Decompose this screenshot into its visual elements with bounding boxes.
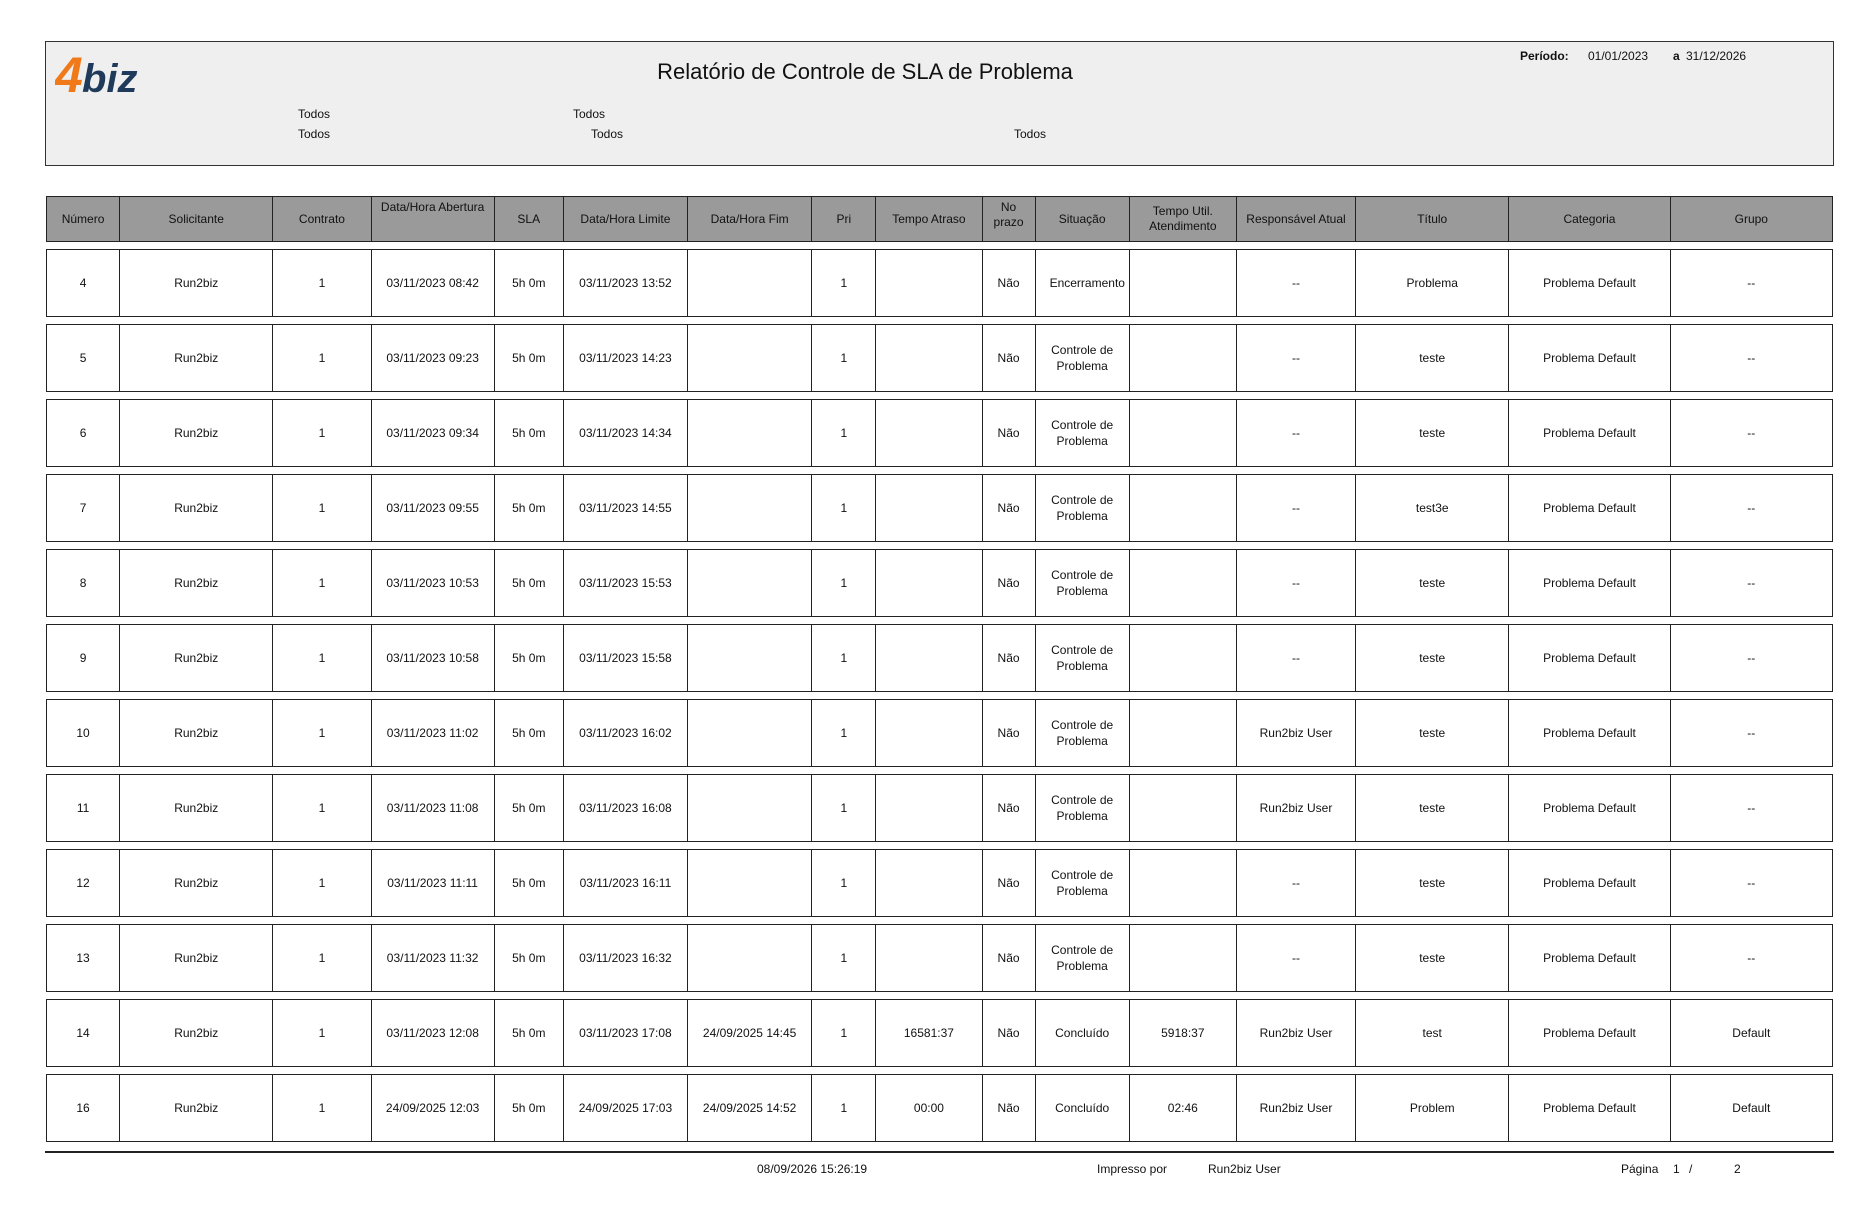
- cell-categoria: Problema Default: [1508, 999, 1669, 1067]
- cell-numero: 13: [46, 924, 119, 992]
- cell-contrato: 1: [272, 1074, 370, 1142]
- column-header-situacao: Situação: [1035, 196, 1129, 242]
- cell-data-limite: 24/09/2025 17:03: [563, 1074, 687, 1142]
- cell-data-limite: 03/11/2023 14:34: [563, 399, 687, 467]
- cell-data-fim: [687, 699, 811, 767]
- cell-contrato: 1: [272, 999, 370, 1067]
- cell-responsavel: --: [1236, 399, 1355, 467]
- cell-tempo-atraso: [875, 624, 981, 692]
- cell-contrato: 1: [272, 849, 370, 917]
- cell-data-abertura: 03/11/2023 11:08: [371, 774, 494, 842]
- filter-value: Todos: [298, 127, 331, 141]
- cell-situacao: Controle de Problema: [1035, 474, 1129, 542]
- cell-situacao: Concluído: [1035, 999, 1129, 1067]
- cell-numero: 10: [46, 699, 119, 767]
- column-header-data-fim: Data/Hora Fim: [687, 196, 811, 242]
- svg-text:biz: biz: [82, 57, 138, 101]
- cell-responsavel: --: [1236, 324, 1355, 392]
- cell-situacao: Controle de Problema: [1035, 399, 1129, 467]
- cell-contrato: 1: [272, 699, 370, 767]
- cell-solicitante: Run2biz: [119, 924, 272, 992]
- cell-contrato: 1: [272, 399, 370, 467]
- cell-sla: 5h 0m: [494, 1074, 563, 1142]
- cell-sla: 5h 0m: [494, 699, 563, 767]
- cell-data-limite: 03/11/2023 13:52: [563, 249, 687, 317]
- cell-titulo: test: [1355, 999, 1508, 1067]
- cell-sla: 5h 0m: [494, 474, 563, 542]
- cell-categoria: Problema Default: [1508, 324, 1669, 392]
- cell-titulo: teste: [1355, 774, 1508, 842]
- cell-no-prazo: Não: [982, 849, 1035, 917]
- cell-sla: 5h 0m: [494, 624, 563, 692]
- filter-value: Todos: [591, 127, 624, 141]
- cell-categoria: Problema Default: [1508, 849, 1669, 917]
- cell-numero: 6: [46, 399, 119, 467]
- table-row: [46, 924, 1833, 992]
- table-body: [46, 249, 1833, 1142]
- cell-titulo: teste: [1355, 849, 1508, 917]
- cell-grupo: --: [1670, 924, 1833, 992]
- cell-no-prazo: Não: [982, 249, 1035, 317]
- cell-pri: 1: [811, 1074, 875, 1142]
- cell-no-prazo: Não: [982, 624, 1035, 692]
- cell-data-limite: 03/11/2023 15:53: [563, 549, 687, 617]
- column-header-data-abertura: Data/Hora Abertura: [371, 196, 494, 242]
- cell-solicitante: Run2biz: [119, 849, 272, 917]
- cell-categoria: Problema Default: [1508, 249, 1669, 317]
- cell-sla: 5h 0m: [494, 849, 563, 917]
- cell-data-abertura: 03/11/2023 12:08: [371, 999, 494, 1067]
- cell-pri: 1: [811, 999, 875, 1067]
- cell-situacao: Controle de Problema: [1035, 624, 1129, 692]
- cell-solicitante: Run2biz: [119, 399, 272, 467]
- cell-titulo: teste: [1355, 549, 1508, 617]
- column-header-no-prazo: No prazo: [982, 196, 1035, 242]
- cell-data-fim: [687, 549, 811, 617]
- column-header-categoria: Categoria: [1508, 196, 1669, 242]
- sla-table: [46, 189, 1833, 1149]
- cell-solicitante: Run2biz: [119, 1074, 272, 1142]
- cell-contrato: 1: [272, 624, 370, 692]
- cell-grupo: --: [1670, 249, 1833, 317]
- cell-categoria: Problema Default: [1508, 924, 1669, 992]
- cell-numero: 9: [46, 624, 119, 692]
- cell-tempo-atraso: [875, 549, 981, 617]
- cell-numero: 5: [46, 324, 119, 392]
- table-row: [46, 624, 1833, 692]
- column-header-numero: Número: [46, 196, 119, 242]
- column-header-sla: SLA: [494, 196, 563, 242]
- column-header-pri: Pri: [811, 196, 875, 242]
- cell-responsavel: --: [1236, 474, 1355, 542]
- cell-responsavel: Run2biz User: [1236, 1074, 1355, 1142]
- cell-categoria: Problema Default: [1508, 624, 1669, 692]
- cell-sla: 5h 0m: [494, 999, 563, 1067]
- cell-no-prazo: Não: [982, 924, 1035, 992]
- cell-data-abertura: 24/09/2025 12:03: [371, 1074, 494, 1142]
- cell-no-prazo: Não: [982, 549, 1035, 617]
- cell-tempo-util: 02:46: [1129, 1074, 1236, 1142]
- cell-situacao: Controle de Problema: [1035, 699, 1129, 767]
- cell-sla: 5h 0m: [494, 249, 563, 317]
- filter-value: Todos: [1014, 127, 1047, 141]
- cell-pri: 1: [811, 924, 875, 992]
- cell-situacao: Concluído: [1035, 1074, 1129, 1142]
- table-row: [46, 699, 1833, 767]
- table-row: [46, 474, 1833, 542]
- cell-data-abertura: 03/11/2023 10:58: [371, 624, 494, 692]
- cell-data-limite: 03/11/2023 17:08: [563, 999, 687, 1067]
- filter-value: Todos: [298, 107, 331, 121]
- cell-solicitante: Run2biz: [119, 624, 272, 692]
- cell-grupo: --: [1670, 624, 1833, 692]
- table-row: [46, 999, 1833, 1067]
- cell-situacao: Controle de Problema: [1035, 924, 1129, 992]
- cell-numero: 12: [46, 849, 119, 917]
- table-header-row: [46, 196, 1833, 242]
- cell-data-abertura: 03/11/2023 11:32: [371, 924, 494, 992]
- cell-data-limite: 03/11/2023 15:58: [563, 624, 687, 692]
- cell-pri: 1: [811, 249, 875, 317]
- cell-contrato: 1: [272, 774, 370, 842]
- cell-pri: 1: [811, 399, 875, 467]
- column-header-titulo: Título: [1355, 196, 1508, 242]
- cell-categoria: Problema Default: [1508, 699, 1669, 767]
- cell-tempo-util: [1129, 774, 1236, 842]
- cell-solicitante: Run2biz: [119, 999, 272, 1067]
- cell-data-limite: 03/11/2023 16:32: [563, 924, 687, 992]
- cell-data-limite: 03/11/2023 16:11: [563, 849, 687, 917]
- cell-tempo-util: [1129, 549, 1236, 617]
- cell-tempo-util: [1129, 399, 1236, 467]
- printed-at: 08/09/2026 15:26:19: [757, 1162, 868, 1176]
- cell-pri: 1: [811, 549, 875, 617]
- cell-situacao: Controle de Problema: [1035, 774, 1129, 842]
- cell-categoria: Problema Default: [1508, 549, 1669, 617]
- cell-numero: 16: [46, 1074, 119, 1142]
- cell-data-fim: 24/09/2025 14:52: [687, 1074, 811, 1142]
- page-current: 1: [1673, 1162, 1680, 1176]
- cell-solicitante: Run2biz: [119, 774, 272, 842]
- cell-contrato: 1: [272, 324, 370, 392]
- cell-tempo-util: [1129, 699, 1236, 767]
- company-logo: [55, 48, 145, 104]
- cell-titulo: teste: [1355, 399, 1508, 467]
- period-end: 31/12/2026: [1686, 49, 1747, 63]
- cell-no-prazo: Não: [982, 774, 1035, 842]
- cell-tempo-atraso: [875, 924, 981, 992]
- cell-categoria: Problema Default: [1508, 399, 1669, 467]
- cell-numero: 7: [46, 474, 119, 542]
- cell-no-prazo: Não: [982, 399, 1035, 467]
- cell-data-limite: 03/11/2023 16:08: [563, 774, 687, 842]
- cell-tempo-atraso: [875, 399, 981, 467]
- printed-by-label: Impresso por: [1097, 1162, 1168, 1176]
- table-row: [46, 249, 1833, 317]
- cell-grupo: --: [1670, 849, 1833, 917]
- cell-sla: 5h 0m: [494, 924, 563, 992]
- cell-tempo-util: [1129, 624, 1236, 692]
- cell-responsavel: --: [1236, 249, 1355, 317]
- cell-tempo-util: 5918:37: [1129, 999, 1236, 1067]
- cell-solicitante: Run2biz: [119, 324, 272, 392]
- cell-sla: 5h 0m: [494, 549, 563, 617]
- period-start: 01/01/2023: [1588, 49, 1649, 63]
- table-row: [46, 399, 1833, 467]
- cell-data-abertura: 03/11/2023 09:34: [371, 399, 494, 467]
- cell-titulo: test3e: [1355, 474, 1508, 542]
- cell-pri: 1: [811, 474, 875, 542]
- cell-solicitante: Run2biz: [119, 249, 272, 317]
- cell-solicitante: Run2biz: [119, 474, 272, 542]
- period-separator: a: [1673, 49, 1680, 63]
- cell-grupo: Default: [1670, 1074, 1833, 1142]
- cell-no-prazo: Não: [982, 324, 1035, 392]
- table-row: [46, 324, 1833, 392]
- cell-grupo: --: [1670, 399, 1833, 467]
- cell-data-abertura: 03/11/2023 09:23: [371, 324, 494, 392]
- cell-titulo: Problem: [1355, 1074, 1508, 1142]
- table-row: [46, 774, 1833, 842]
- cell-contrato: 1: [272, 249, 370, 317]
- cell-no-prazo: Não: [982, 1074, 1035, 1142]
- cell-contrato: 1: [272, 474, 370, 542]
- cell-tempo-atraso: 16581:37: [875, 999, 981, 1067]
- cell-data-fim: [687, 249, 811, 317]
- cell-sla: 5h 0m: [494, 774, 563, 842]
- cell-grupo: Default: [1670, 999, 1833, 1067]
- cell-no-prazo: Não: [982, 999, 1035, 1067]
- cell-tempo-util: [1129, 924, 1236, 992]
- cell-tempo-atraso: [875, 699, 981, 767]
- column-header-tempo-util: Tempo Util. Atendimento: [1129, 196, 1236, 242]
- cell-grupo: --: [1670, 324, 1833, 392]
- cell-pri: 1: [811, 699, 875, 767]
- cell-categoria: Problema Default: [1508, 774, 1669, 842]
- cell-numero: 11: [46, 774, 119, 842]
- cell-tempo-atraso: [875, 474, 981, 542]
- cell-data-fim: [687, 924, 811, 992]
- cell-sla: 5h 0m: [494, 399, 563, 467]
- column-header-contrato: Contrato: [272, 196, 370, 242]
- cell-titulo: teste: [1355, 624, 1508, 692]
- column-header-solicitante: Solicitante: [119, 196, 272, 242]
- cell-data-fim: [687, 624, 811, 692]
- cell-data-fim: 24/09/2025 14:45: [687, 999, 811, 1067]
- table-row: [46, 1074, 1833, 1142]
- cell-responsavel: --: [1236, 549, 1355, 617]
- cell-no-prazo: Não: [982, 474, 1035, 542]
- cell-solicitante: Run2biz: [119, 549, 272, 617]
- filter-value: Todos: [573, 107, 606, 121]
- cell-numero: 14: [46, 999, 119, 1067]
- column-header-grupo: Grupo: [1670, 196, 1833, 242]
- cell-responsavel: --: [1236, 924, 1355, 992]
- cell-data-fim: [687, 324, 811, 392]
- cell-numero: 4: [46, 249, 119, 317]
- footer-divider: [45, 1151, 1834, 1153]
- cell-titulo: teste: [1355, 324, 1508, 392]
- cell-situacao: Controle de Problema: [1035, 324, 1129, 392]
- cell-tempo-atraso: 00:00: [875, 1074, 981, 1142]
- cell-tempo-util: [1129, 324, 1236, 392]
- cell-tempo-atraso: [875, 324, 981, 392]
- cell-responsavel: --: [1236, 624, 1355, 692]
- page-separator: /: [1689, 1162, 1693, 1176]
- cell-data-fim: [687, 474, 811, 542]
- column-header-tempo-atraso: Tempo Atraso: [875, 196, 981, 242]
- cell-titulo: Problema: [1355, 249, 1508, 317]
- cell-grupo: --: [1670, 474, 1833, 542]
- cell-responsavel: Run2biz User: [1236, 774, 1355, 842]
- cell-data-abertura: 03/11/2023 09:55: [371, 474, 494, 542]
- page-total: 2: [1734, 1162, 1741, 1176]
- cell-grupo: --: [1670, 774, 1833, 842]
- cell-tempo-atraso: [875, 774, 981, 842]
- cell-situacao: Controle de Problema: [1035, 549, 1129, 617]
- cell-data-limite: 03/11/2023 16:02: [563, 699, 687, 767]
- cell-data-fim: [687, 849, 811, 917]
- cell-data-abertura: 03/11/2023 11:11: [371, 849, 494, 917]
- cell-titulo: teste: [1355, 699, 1508, 767]
- cell-data-abertura: 03/11/2023 08:42: [371, 249, 494, 317]
- cell-situacao: Controle de Problema: [1035, 849, 1129, 917]
- cell-tempo-util: [1129, 474, 1236, 542]
- cell-pri: 1: [811, 849, 875, 917]
- cell-pri: 1: [811, 324, 875, 392]
- cell-sla: 5h 0m: [494, 324, 563, 392]
- cell-categoria: Problema Default: [1508, 1074, 1669, 1142]
- column-header-data-limite: Data/Hora Limite: [563, 196, 687, 242]
- cell-grupo: --: [1670, 699, 1833, 767]
- cell-data-fim: [687, 774, 811, 842]
- column-header-responsavel: Responsável Atual: [1236, 196, 1355, 242]
- cell-contrato: 1: [272, 924, 370, 992]
- cell-pri: 1: [811, 624, 875, 692]
- cell-contrato: 1: [272, 549, 370, 617]
- cell-data-limite: 03/11/2023 14:23: [563, 324, 687, 392]
- cell-data-fim: [687, 399, 811, 467]
- cell-tempo-util: [1129, 849, 1236, 917]
- cell-responsavel: Run2biz User: [1236, 699, 1355, 767]
- cell-numero: 8: [46, 549, 119, 617]
- printed-by: Run2biz User: [1208, 1162, 1281, 1176]
- cell-data-abertura: 03/11/2023 10:53: [371, 549, 494, 617]
- svg-text:4: 4: [55, 48, 83, 103]
- cell-tempo-atraso: [875, 249, 981, 317]
- cell-data-abertura: 03/11/2023 11:02: [371, 699, 494, 767]
- page-label: Página: [1621, 1162, 1659, 1176]
- table-row: [46, 549, 1833, 617]
- cell-categoria: Problema Default: [1508, 474, 1669, 542]
- cell-tempo-atraso: [875, 849, 981, 917]
- cell-situacao: Encerramento: [1035, 249, 1129, 317]
- report-title: Relatório de Controle de SLA de Problema: [657, 59, 1073, 84]
- cell-tempo-util: [1129, 249, 1236, 317]
- table-row: [46, 849, 1833, 917]
- cell-pri: 1: [811, 774, 875, 842]
- cell-responsavel: --: [1236, 849, 1355, 917]
- cell-grupo: --: [1670, 549, 1833, 617]
- period-label: Período:: [1520, 49, 1569, 63]
- cell-solicitante: Run2biz: [119, 699, 272, 767]
- cell-data-limite: 03/11/2023 14:55: [563, 474, 687, 542]
- cell-responsavel: Run2biz User: [1236, 999, 1355, 1067]
- cell-titulo: teste: [1355, 924, 1508, 992]
- cell-no-prazo: Não: [982, 699, 1035, 767]
